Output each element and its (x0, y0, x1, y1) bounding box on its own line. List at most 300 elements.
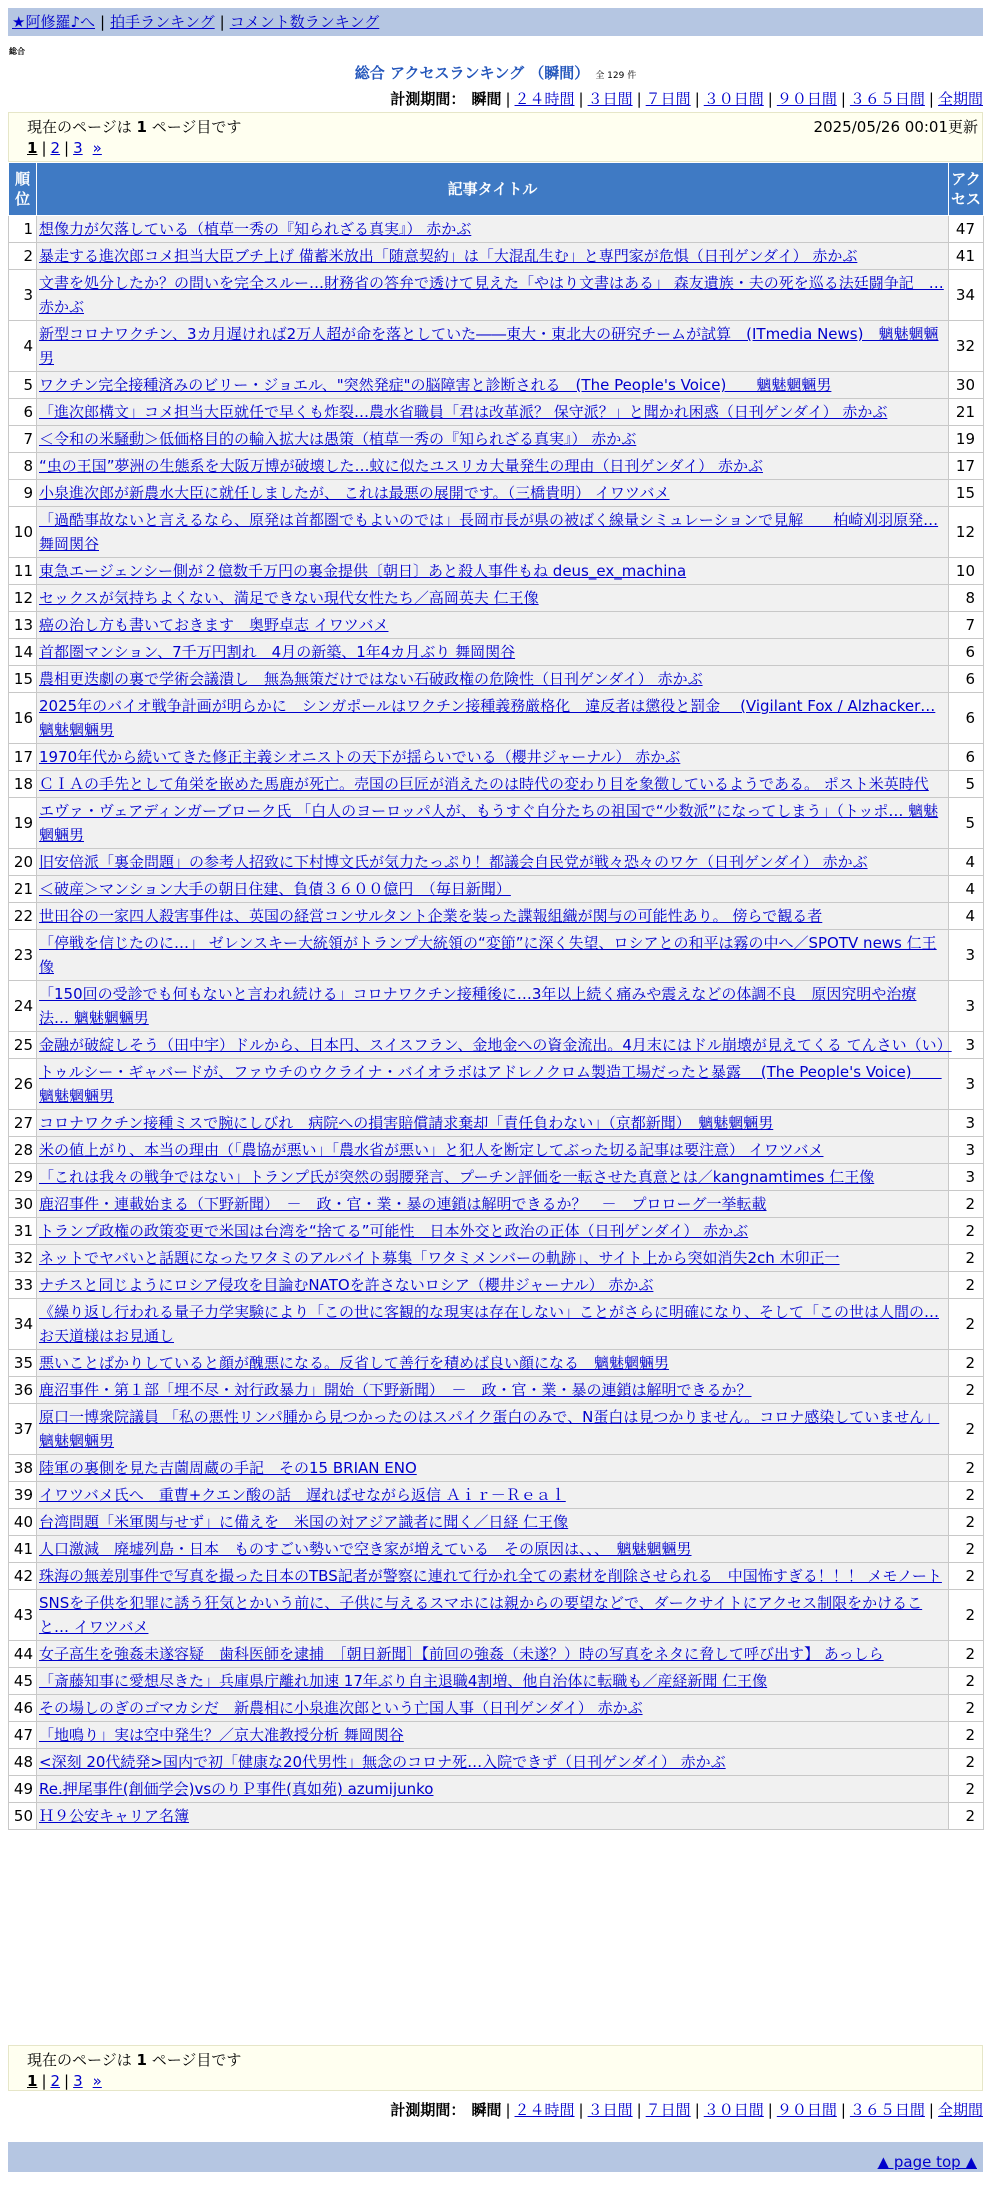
title-cell (37, 798, 949, 849)
title-cell (37, 507, 949, 558)
rank-cell: 49 (9, 1776, 37, 1803)
pager-page-link[interactable]: 3 (73, 2072, 83, 2090)
rank-cell: 25 (9, 1032, 37, 1059)
title-cell (37, 1482, 949, 1509)
rank-cell: 16 (9, 693, 37, 744)
rank-cell: 42 (9, 1563, 37, 1590)
table-row (9, 1482, 984, 1509)
article-title-link[interactable]: 東急エージェンシー側が２億数千万円の裏金提供〔朝日〕あと殺人事件もね deus_ex_machina (39, 562, 687, 580)
access-count-cell: 32 (949, 321, 984, 372)
article-title-link[interactable]: 「進次郎構文」コメ担当大臣就任で早くも炸裂…農水省職員「君は改革派？ 保守派？」と聞かれ困惑（日刊ゲンダイ） 赤かぶ (39, 403, 888, 421)
title-cell (37, 1590, 949, 1641)
page-status-number: 1 (136, 2051, 147, 2069)
rank-cell: 31 (9, 1218, 37, 1245)
article-title-link[interactable]: 鹿沼事件・連載始まる（下野新聞） － 政・官・業・暴の連鎖は解明できるか？ － プロローグ一挙転載 (39, 1195, 767, 1213)
article-title-link[interactable]: 小泉進次郎が新農水大臣に就任しましたが、 これは最悪の展開です。（三橋貴明） イワツバメ (39, 484, 670, 502)
title-cell (37, 1377, 949, 1404)
rank-cell: 22 (9, 903, 37, 930)
access-count-cell: 2 (949, 1455, 984, 1482)
article-title-link[interactable]: 「斎藤知事に愛想尽きた」兵庫県庁離れ加速 17年ぶり自主退職4割増、他自治体に転職も／産経新聞 仁王像 (39, 1672, 768, 1690)
article-title-link[interactable]: セックスが気持ちよくない、満足できない現代女性たち／高岡英夫 仁王像 (39, 589, 539, 607)
access-count-cell: 3 (949, 981, 984, 1032)
title-cell (37, 981, 949, 1032)
title-cell (37, 216, 949, 243)
rank-cell: 33 (9, 1272, 37, 1299)
article-title-link[interactable]: 農相更迭劇の裏で学術会議潰し 無為無策だけではない石破政権の危険性（日刊ゲンダイ） 赤かぶ (39, 670, 703, 688)
home-link[interactable]: ★阿修羅♪へ (12, 13, 96, 31)
table-row (9, 1299, 984, 1350)
rank-cell: 12 (9, 585, 37, 612)
period-option-link[interactable]: ２４時間 (514, 2101, 575, 2119)
table-row (9, 666, 984, 693)
title-cell (37, 1749, 949, 1776)
table-row (9, 1641, 984, 1668)
page-info-box-bottom (8, 2045, 983, 2091)
period-current: 瞬間 (471, 90, 502, 108)
title-cell (37, 270, 949, 321)
category-tag: 総合 (9, 47, 25, 56)
table-row (9, 1218, 984, 1245)
table-row (9, 480, 984, 507)
rank-cell: 19 (9, 798, 37, 849)
page-status-number: 1 (136, 118, 147, 136)
page-status-suffix: ページ目です (146, 2051, 242, 2069)
article-title-link[interactable]: 世田谷の一家四人殺害事件は、英国の経営コンサルタント企業を装った諜報組織が関与の可能性あり。 傍らで観る者 (39, 907, 823, 925)
table-row (9, 399, 984, 426)
period-option-link[interactable]: ９０日間 (776, 90, 837, 108)
period-option-link[interactable]: ３６５日間 (849, 2101, 925, 2119)
access-count-cell: 4 (949, 876, 984, 903)
title-cell (37, 426, 949, 453)
rank-cell: 26 (9, 1059, 37, 1110)
table-row (9, 1191, 984, 1218)
rank-cell: 7 (9, 426, 37, 453)
article-title-link[interactable]: SNSを子供を犯罪に誘う狂気とかいう前に、子供に与えるスマホには親からの要望などで、ダークサイトにアクセス制限をかけること… イワツバメ (39, 1594, 923, 1636)
title-cell (37, 639, 949, 666)
table-row (9, 1509, 984, 1536)
rank-cell: 46 (9, 1695, 37, 1722)
rank-cell: 35 (9, 1350, 37, 1377)
rank-cell: 37 (9, 1404, 37, 1455)
article-title-link[interactable]: 旧安倍派「裏金問題」の参考人招致に下村博文氏が気力たっぷり！都議会自民党が戦々恐々のワケ（日刊ゲンダイ） 赤かぶ (39, 853, 868, 871)
period-separator: | (694, 2101, 700, 2119)
period-label: 計測期間： (390, 90, 466, 108)
access-count-cell: 6 (949, 639, 984, 666)
table-row (9, 270, 984, 321)
table-row (9, 1695, 984, 1722)
title-cell (37, 558, 949, 585)
table-row (9, 1455, 984, 1482)
table-row (9, 1590, 984, 1641)
access-count-cell: 47 (949, 216, 984, 243)
article-title-link[interactable]: エヴァ・ヴェアディンガーブローク氏 「白人のヨーロッパ人が、もうすぐ自分たちの祖国で“少数派”になってしまう」（トッポ… 魑魅魍魎男 (39, 802, 939, 844)
access-count-cell: 3 (949, 930, 984, 981)
access-count-cell: 4 (949, 849, 984, 876)
article-title-link[interactable]: 2025年のバイオ戦争計画が明らかに シンガポールはワクチン接種義務厳格化 違反者は懲役と罰金 (Vigilant Fox / Alzhacker… 魑魅魍魎男 (39, 697, 936, 739)
title-cell (37, 1803, 949, 1830)
title-cell (37, 1563, 949, 1590)
table-row (9, 981, 984, 1032)
period-option-link[interactable]: ３６５日間 (849, 90, 925, 108)
table-row (9, 372, 984, 399)
pager-page-link[interactable]: 3 (73, 139, 83, 157)
title-cell (37, 321, 949, 372)
header-title: 記事タイトル (37, 163, 949, 216)
table-row (9, 1245, 984, 1272)
table-row (9, 453, 984, 480)
article-title-link[interactable]: ＜破産＞マンション大手の朝日住建、負債３６００億円 （毎日新聞） (39, 880, 511, 898)
title-cell (37, 453, 949, 480)
title-cell (37, 1668, 949, 1695)
period-option-link[interactable]: ３０日間 (703, 90, 764, 108)
rank-cell: 11 (9, 558, 37, 585)
rank-cell: 36 (9, 1377, 37, 1404)
rank-cell: 3 (9, 270, 37, 321)
title-cell (37, 585, 949, 612)
article-title-link[interactable]: 文書を処分したか？の問いを完全スルー…財務省の答弁で透けて見えた「やはり文書はある」 森友遺族・夫の死を巡る法廷闘争記 … 赤かぶ (39, 274, 944, 316)
access-count-cell: 2 (949, 1509, 984, 1536)
rank-cell: 43 (9, 1590, 37, 1641)
period-option-link[interactable]: ７日間 (645, 90, 691, 108)
article-title-link[interactable]: 癌の治し方も書いておきます 奥野卓志 イワツバメ (39, 616, 389, 634)
article-title-link[interactable]: 新型コロナワクチン、3カ月遅ければ2万人超が命を落としていた――東大・東北大の研究チームが試算 (ITmedia News) 魑魅魍魎男 (39, 325, 939, 367)
article-title-link[interactable]: イワツバメ氏へ 重曹+クエン酸の話 遅ればせながら返信 Ａｉｒ－Ｒｅａｌ (39, 1486, 566, 1504)
access-count-cell: 2 (949, 1590, 984, 1641)
period-separator: | (928, 90, 934, 108)
pager-current-page: 1 (27, 2072, 38, 2090)
access-count-cell: 21 (949, 399, 984, 426)
rank-cell: 17 (9, 744, 37, 771)
clap-ranking-link[interactable]: 拍手ランキング (110, 13, 215, 31)
access-count-cell: 2 (949, 1722, 984, 1749)
title-cell (37, 243, 949, 270)
page-top-link[interactable]: ▲ page top ▲ (877, 2153, 977, 2171)
title-cell (37, 771, 949, 798)
access-count-cell: 3 (949, 1032, 984, 1059)
table-row (9, 612, 984, 639)
access-count-cell: 41 (949, 243, 984, 270)
access-count-cell: 4 (949, 903, 984, 930)
article-title-link[interactable]: その場しのぎのゴマカシだ 新農相に小泉進次郎という亡国人事（日刊ゲンダイ） 赤かぶ (39, 1699, 643, 1717)
comment-ranking-link[interactable]: コメント数ランキング (229, 13, 380, 31)
access-count-cell: 2 (949, 1803, 984, 1830)
rank-cell: 2 (9, 243, 37, 270)
article-title-link[interactable]: トランプ政権の政策変更で米国は台湾を“捨てる”可能性 日本外交と政治の正体（日刊ゲンダイ） 赤かぶ (39, 1222, 749, 1240)
article-title-link[interactable]: 「地鳴り」実は空中発生？／京大准教授分析 舞岡関谷 (39, 1726, 404, 1744)
rank-cell: 14 (9, 639, 37, 666)
article-title-link[interactable]: 「150回の受診でも何もないと言われ続ける」コロナワクチン接種後に…3年以上続く痛みや震えなどの体調不良 原因究明や治療法… 魑魅魍魎男 (39, 985, 917, 1027)
period-separator: | (505, 90, 511, 108)
access-count-cell: 2 (949, 1641, 984, 1668)
period-option-link[interactable]: ９０日間 (776, 2101, 837, 2119)
article-title-link[interactable]: 《繰り返し行われる量子力学実験により「この世に客観的な現実は存在しない」ことがさらに明確になり、そして「この世は人間の… お天道様はお見通し (39, 1303, 940, 1345)
table-row (9, 903, 984, 930)
period-option-link[interactable]: 全期間 (937, 2101, 983, 2119)
title-cell (37, 1509, 949, 1536)
table-row (9, 1404, 984, 1455)
article-title-link[interactable]: ネットでヤバいと話題になったワタミのアルバイト募集「ワタミメンバーの軌跡」、サイト上から突如消失2ch 木卯正一 (39, 1249, 840, 1267)
page-status-bottom (27, 2049, 241, 2070)
period-selector-bottom (390, 2099, 983, 2120)
title-cell (37, 1299, 949, 1350)
table-row (9, 1272, 984, 1299)
article-title-link[interactable]: 女子高生を強姦未遂容疑 歯科医師を逮捕 ［朝日新聞］【前回の強姦（未遂？）時の写真をネタに脅して呼び出す】 あっしら (39, 1645, 884, 1663)
article-title-link[interactable]: ワクチン完全接種済みのビリー・ジョエル、"突然発症"の脳障害と診断される (The People's Voice) 魑魅魍魎男 (39, 376, 832, 394)
table-row (9, 1377, 984, 1404)
access-count-cell: 2 (949, 1563, 984, 1590)
article-title-link[interactable]: 首都圏マンション、7千万円割れ 4月の新築、1年4カ月ぶり 舞岡関谷 (39, 643, 516, 661)
title-cell (37, 372, 949, 399)
access-count-cell: 5 (949, 771, 984, 798)
article-title-link[interactable]: 金融が破綻しそう（田中宇）ドルから、日本円、スイスフラン、金地金への資金流出。4月末にはドル崩壊が見えてくる てんさい（い） (39, 1036, 952, 1054)
pager-current-page: 1 (27, 139, 38, 157)
rank-cell: 21 (9, 876, 37, 903)
title-cell (37, 1245, 949, 1272)
article-title-link[interactable]: ナチスと同じようにロシア侵攻を目論むNATOを許さないロシア（櫻井ジャーナル） 赤かぶ (39, 1276, 654, 1294)
table-row (9, 1110, 984, 1137)
access-count-cell: 2 (949, 1272, 984, 1299)
access-count-cell: 3 (949, 1137, 984, 1164)
access-count-cell: 3 (949, 1059, 984, 1110)
access-count-cell: 2 (949, 1191, 984, 1218)
article-title-link[interactable]: 1970年代から続いてきた修正主義シオニストの天下が揺らいでいる（櫻井ジャーナル） 赤かぶ (39, 748, 681, 766)
title-cell (37, 930, 949, 981)
table-row (9, 243, 984, 270)
table-row (9, 798, 984, 849)
period-separator: | (767, 90, 773, 108)
nav-separator: | (219, 13, 225, 31)
title-cell (37, 1137, 949, 1164)
table-row (9, 1803, 984, 1830)
table-row (9, 426, 984, 453)
rank-cell: 5 (9, 372, 37, 399)
page-status-suffix: ページ目です (146, 118, 242, 136)
access-count-cell: 17 (949, 453, 984, 480)
table-row (9, 1032, 984, 1059)
article-title-link[interactable]: 珠海の無差別事件で写真を撮った日本のTBS記者が警察に連れて行かれ全ての素材を削除させられる 中国怖すぎる！！！ メモノート (39, 1567, 942, 1585)
article-title-link[interactable]: 鹿沼事件・第１部「埋不尽・対行政暴力」開始（下野新聞） － 政・官・業・暴の連鎖は解明できるか？ (39, 1381, 752, 1399)
access-count-cell: 6 (949, 666, 984, 693)
rank-cell: 4 (9, 321, 37, 372)
rank-cell: 15 (9, 666, 37, 693)
period-separator: | (505, 2101, 511, 2119)
period-option-link[interactable]: ３０日間 (703, 2101, 764, 2119)
pager-separator: | (41, 139, 47, 157)
access-count-cell: 7 (949, 612, 984, 639)
nav-separator: | (100, 13, 106, 31)
title-cell (37, 1722, 949, 1749)
total-count: 全 129 件 (595, 71, 637, 81)
title-cell (37, 693, 949, 744)
pagination-top (27, 139, 102, 157)
page-status-prefix: 現在のページは (27, 118, 137, 136)
access-count-cell: 2 (949, 1350, 984, 1377)
title-cell (37, 1059, 949, 1110)
article-title-link[interactable]: 陸軍の裏側を見た吉薗周蔵の手記 その15 BRIAN ENO (39, 1459, 417, 1477)
table-row (9, 1722, 984, 1749)
table-row (9, 1563, 984, 1590)
rank-cell: 9 (9, 480, 37, 507)
period-current: 瞬間 (471, 2101, 502, 2119)
access-count-cell: 10 (949, 558, 984, 585)
rank-cell: 47 (9, 1722, 37, 1749)
title-cell (37, 1164, 949, 1191)
title-cell (37, 1110, 949, 1137)
rank-cell: 13 (9, 612, 37, 639)
article-title-link[interactable]: コロナワクチン接種ミスで腕にしびれ 病院への損害賠償請求棄却「責任負わない」（京都新聞） 魑魅魍魎男 (39, 1114, 774, 1132)
title-cell (37, 1641, 949, 1668)
table-row (9, 1059, 984, 1110)
access-count-cell: 3 (949, 1164, 984, 1191)
title-cell (37, 744, 949, 771)
period-separator: | (840, 90, 846, 108)
pager-separator: | (64, 2072, 70, 2090)
article-title-link[interactable]: 「停戦を信じたのに…」 ゼレンスキー大統領がトランプ大統領の“変節”に深く失望、ロシアとの和平は霧の中へ／SPOTV news 仁王像 (39, 934, 937, 976)
table-row (9, 639, 984, 666)
period-separator: | (636, 90, 642, 108)
period-option-link[interactable]: ７日間 (645, 2101, 691, 2119)
access-count-cell: 2 (949, 1536, 984, 1563)
table-row (9, 558, 984, 585)
table-row (9, 693, 984, 744)
table-row (9, 1749, 984, 1776)
rank-cell: 1 (9, 216, 37, 243)
rank-cell: 34 (9, 1299, 37, 1350)
access-count-cell: 12 (949, 507, 984, 558)
table-row (9, 507, 984, 558)
header-rank: 順位 (9, 163, 37, 216)
pagination-bottom (27, 2072, 102, 2090)
table-row (9, 1776, 984, 1803)
pager-page-link[interactable]: 2 (50, 139, 61, 157)
access-count-cell: 2 (949, 1404, 984, 1455)
article-title-link[interactable]: Ｈ９公安キャリア名簿 (39, 1807, 190, 1825)
rank-cell: 27 (9, 1110, 37, 1137)
article-title-link[interactable]: トゥルシー・ギャバードが、ファウチのウクライナ・バイオラボはアドレノクロム製造工場だったと暴露 (The People's Voice) 魑魅魍魎男 (39, 1063, 942, 1105)
access-count-cell: 5 (949, 798, 984, 849)
ranking-title: 総合 アクセスランキング （瞬間） (354, 64, 590, 82)
access-count-cell: 19 (949, 426, 984, 453)
article-title-link[interactable]: Re.押尾事件(創価学会)vsのりＰ事件(真如苑) azumijunko (39, 1780, 434, 1798)
period-option-link[interactable]: 全期間 (937, 90, 983, 108)
title-cell (37, 666, 949, 693)
table-row (9, 1164, 984, 1191)
article-title-link[interactable]: ＣＩＡの手先として角栄を嵌めた馬鹿が死亡。売国の巨匠が消えたのは時代の変わり目を象徴しているようである。 ポスト米英時代 (39, 775, 929, 793)
article-title-link[interactable]: 「過酷事故ないと言えるなら、原発は首都圏でもよいのでは」長岡市長が県の被ばく線量シミュレーションで見解 柏崎刈羽原発… 舞岡関谷 (39, 511, 939, 553)
rank-cell: 29 (9, 1164, 37, 1191)
table-row (9, 1668, 984, 1695)
rank-cell: 8 (9, 453, 37, 480)
access-count-cell: 2 (949, 1749, 984, 1776)
rank-cell: 18 (9, 771, 37, 798)
access-count-cell: 2 (949, 1299, 984, 1350)
period-separator: | (767, 2101, 773, 2119)
article-title-link[interactable]: 原口一博衆院議員 「私の悪性リンパ腫から見つかったのはスパイク蛋白のみで、N蛋白は見つかりません。コロナ感染していません」 魑魅魍魎男 (39, 1408, 940, 1450)
title-cell (37, 1536, 949, 1563)
article-title-link[interactable]: 人口激減 廃墟列島・日本 ものすごい勢いで空き家が増えている その原因は、、、 魑魅魍魎男 (39, 1540, 692, 1558)
title-cell (37, 1218, 949, 1245)
pager-next-link[interactable]: » (92, 139, 102, 157)
article-title-link[interactable]: 想像力が欠落している（植草一秀の『知られざる真実』） 赤かぶ (39, 220, 472, 238)
pager-separator: | (41, 2072, 47, 2090)
rank-cell: 39 (9, 1482, 37, 1509)
title-cell (37, 876, 949, 903)
title-cell (37, 1272, 949, 1299)
page-title (8, 62, 983, 83)
table-row (9, 1350, 984, 1377)
period-separator: | (578, 90, 584, 108)
period-label: 計測期間： (390, 2101, 466, 2119)
access-count-cell: 2 (949, 1218, 984, 1245)
period-separator: | (694, 90, 700, 108)
rank-cell: 45 (9, 1668, 37, 1695)
table-row (9, 744, 984, 771)
pager-next-link[interactable]: » (92, 2072, 102, 2090)
table-row (9, 216, 984, 243)
period-separator: | (928, 2101, 934, 2119)
title-cell (37, 849, 949, 876)
period-option-link[interactable]: ３日間 (587, 2101, 633, 2119)
article-title-link[interactable]: 「これは我々の戦争ではない」トランプ氏が突然の弱腰発言、プーチン評価を一転させた真意とは／kangnamtimes 仁王像 (39, 1168, 875, 1186)
rank-cell: 50 (9, 1803, 37, 1830)
access-count-cell: 8 (949, 585, 984, 612)
rank-cell: 6 (9, 399, 37, 426)
access-count-cell: 6 (949, 744, 984, 771)
access-count-cell: 2 (949, 1776, 984, 1803)
table-row (9, 585, 984, 612)
page-status-prefix: 現在のページは (27, 2051, 137, 2069)
article-title-link[interactable]: <深刻 20代続発>国内で初「健康な20代男性」無念のコロナ死…入院できず（日刊ゲンダイ） 赤かぶ (39, 1753, 726, 1771)
article-title-link[interactable]: 台湾問題「米軍関与せず」に備えを 米国の対アジア識者に聞く／日経 仁王像 (39, 1513, 569, 1531)
period-option-link[interactable]: ２４時間 (514, 90, 575, 108)
period-option-link[interactable]: ３日間 (587, 90, 633, 108)
article-title-link[interactable]: 悪いことばかりしていると顔が醜悪になる。反省して善行を積めば良い顔になる 魑魅魍魎男 (39, 1354, 670, 1372)
rank-cell: 20 (9, 849, 37, 876)
access-count-cell: 30 (949, 372, 984, 399)
rank-cell: 30 (9, 1191, 37, 1218)
access-count-cell: 34 (949, 270, 984, 321)
table-row (9, 1137, 984, 1164)
period-selector-top (390, 88, 983, 109)
period-separator: | (578, 2101, 584, 2119)
article-title-link[interactable]: ＜令和の米騒動＞低価格目的の輸入拡大は愚策（植草一秀の『知られざる真実』） 赤かぶ (39, 430, 637, 448)
table-row (9, 1536, 984, 1563)
page-status (27, 116, 241, 137)
rank-cell: 48 (9, 1749, 37, 1776)
rank-cell: 24 (9, 981, 37, 1032)
article-title-link[interactable]: 米の値上がり、本当の理由（「農協が悪い」「農水省が悪い」と犯人を断定してぶった切る記事は要注意） イワツバメ (39, 1141, 824, 1159)
title-cell (37, 1695, 949, 1722)
access-count-cell: 2 (949, 1695, 984, 1722)
title-cell (37, 1404, 949, 1455)
pager-page-link[interactable]: 2 (50, 2072, 61, 2090)
title-cell (37, 1350, 949, 1377)
access-count-cell: 3 (949, 1110, 984, 1137)
rank-cell: 28 (9, 1137, 37, 1164)
rank-cell: 23 (9, 930, 37, 981)
article-title-link[interactable]: 暴走する進次郎コメ担当大臣ブチ上げ 備蓄米放出「随意契約」は「大混乱生む」と専門家が危惧（日刊ゲンダイ） 赤かぶ (39, 247, 858, 265)
article-title-link[interactable]: “虫の王国”夢洲の生態系を大阪万博が破壊した…蚊に似たユスリカ大量発生の理由（日刊ゲンダイ） 赤かぶ (39, 457, 763, 475)
rank-cell: 32 (9, 1245, 37, 1272)
title-cell (37, 1455, 949, 1482)
top-nav-bar (8, 8, 983, 36)
updated-timestamp: 2025/05/26 00:01更新 (813, 118, 978, 136)
page-info-box-top (8, 112, 983, 162)
access-count-cell: 2 (949, 1245, 984, 1272)
title-cell (37, 1191, 949, 1218)
title-cell (37, 1776, 949, 1803)
title-cell (37, 903, 949, 930)
